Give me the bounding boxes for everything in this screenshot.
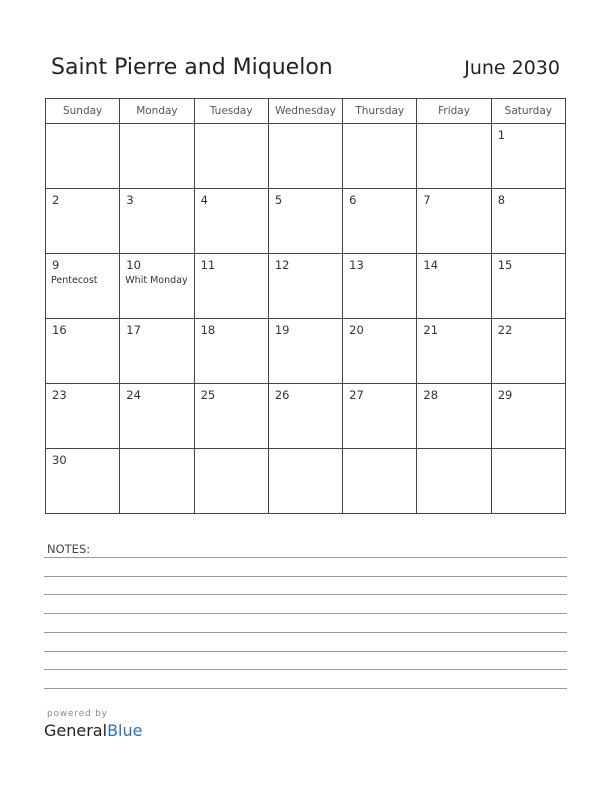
- day-cell: [194, 189, 268, 254]
- weekday-header: Sunday: [46, 99, 120, 124]
- notes-label: NOTES:: [47, 542, 91, 556]
- day-cell: [120, 319, 194, 384]
- day-number: 5: [274, 193, 283, 207]
- day-cell: [194, 384, 268, 449]
- note-line: [44, 632, 567, 633]
- day-cell: [417, 254, 491, 319]
- note-line: [44, 613, 567, 614]
- day-number: [195, 449, 268, 455]
- day-cell: [417, 384, 491, 449]
- day-cell: [46, 254, 120, 319]
- day-cell: [343, 449, 417, 514]
- day-cell: [120, 189, 194, 254]
- day-cell: [491, 189, 565, 254]
- day-number: 16: [52, 323, 67, 337]
- weekday-header: Wednesday: [268, 99, 342, 124]
- day-number: 23: [52, 388, 67, 402]
- day-number: 24: [126, 388, 141, 402]
- weekday-header-row: [46, 99, 566, 124]
- day-number: 10: [126, 258, 141, 272]
- weekday-header: Monday: [120, 99, 194, 124]
- week-row: [46, 319, 566, 384]
- day-cell: [343, 384, 417, 449]
- brand-general-text: General: [44, 721, 108, 740]
- day-cell: [120, 124, 194, 189]
- day-cell: [417, 449, 491, 514]
- day-cell: [268, 319, 342, 384]
- day-number: 2: [52, 193, 60, 207]
- note-line: [44, 594, 567, 595]
- day-number: [417, 124, 490, 130]
- day-cell: [343, 319, 417, 384]
- week-row: [46, 124, 566, 189]
- week-row: [46, 449, 566, 514]
- day-cell: [417, 124, 491, 189]
- day-number: 21: [423, 323, 439, 337]
- day-number: [343, 124, 416, 130]
- day-cell: [46, 124, 120, 189]
- weekday-header: Saturday: [491, 99, 565, 124]
- powered-by-text: powered by: [47, 709, 108, 719]
- weekday-header: Friday: [417, 99, 491, 124]
- weekday-header: Tuesday: [194, 99, 268, 124]
- day-number: 28: [423, 388, 439, 402]
- day-cell: [194, 124, 268, 189]
- day-number: 12: [274, 258, 290, 272]
- calendar-country-title: Saint Pierre and Miquelon: [51, 55, 333, 80]
- day-cell: [343, 189, 417, 254]
- day-cell: [194, 254, 268, 319]
- day-cell: [268, 449, 342, 514]
- holiday-label-whit-monday: Whit Monday: [125, 274, 188, 286]
- day-number: 17: [126, 323, 141, 337]
- day-cell: [268, 124, 342, 189]
- day-cell: [120, 449, 194, 514]
- day-number: 6: [349, 193, 357, 207]
- day-number: 8: [497, 193, 506, 207]
- day-cell: [46, 319, 120, 384]
- day-number: 7: [423, 193, 431, 207]
- day-cell: [491, 449, 565, 514]
- day-number: 20: [349, 323, 364, 337]
- day-number: 19: [274, 323, 290, 337]
- day-number: [46, 124, 119, 130]
- note-line: [44, 576, 567, 577]
- day-number: [269, 124, 342, 130]
- note-line: [44, 557, 567, 558]
- day-number: 15: [497, 258, 513, 272]
- day-cell: [120, 384, 194, 449]
- day-cell: [194, 319, 268, 384]
- day-cell: [268, 384, 342, 449]
- day-number: [195, 124, 268, 130]
- day-cell: [46, 189, 120, 254]
- calendar-month-year: June 2030: [464, 57, 560, 79]
- day-cell: [417, 319, 491, 384]
- week-row: [46, 189, 566, 254]
- day-cell: [491, 124, 565, 189]
- day-cell: [268, 254, 342, 319]
- day-number: 14: [423, 258, 439, 272]
- note-line: [44, 651, 567, 652]
- brand-logo: [44, 721, 142, 740]
- week-row: [46, 254, 566, 319]
- day-number: 26: [274, 388, 290, 402]
- day-number: 11: [200, 258, 216, 272]
- day-number: 30: [52, 453, 67, 467]
- holiday-label-pentecost: Pentecost: [51, 274, 98, 286]
- week-row: [46, 384, 566, 449]
- day-number: 3: [126, 193, 134, 207]
- day-number: 18: [200, 323, 216, 337]
- note-line: [44, 688, 567, 689]
- day-number: [492, 449, 565, 455]
- note-line: [44, 669, 567, 670]
- day-cell: [491, 254, 565, 319]
- day-cell: [491, 319, 565, 384]
- day-number: [343, 449, 416, 455]
- day-number: [120, 449, 193, 455]
- day-cell: [417, 189, 491, 254]
- day-cell: [46, 449, 120, 514]
- day-number: 27: [349, 388, 364, 402]
- day-number: [417, 449, 490, 455]
- day-number: 22: [497, 323, 513, 337]
- day-cell: [194, 449, 268, 514]
- day-number: 29: [497, 388, 513, 402]
- calendar-grid: [45, 98, 566, 514]
- day-number: [120, 124, 193, 130]
- day-number: 9: [52, 258, 60, 272]
- weekday-header: Thursday: [343, 99, 417, 124]
- day-number: 4: [200, 193, 208, 207]
- day-cell: [343, 124, 417, 189]
- day-number: [269, 449, 342, 455]
- day-cell: [46, 384, 120, 449]
- day-number: 1: [497, 128, 506, 142]
- day-cell: [120, 254, 194, 319]
- day-number: 13: [349, 258, 364, 272]
- day-cell: [343, 254, 417, 319]
- day-cell: [491, 384, 565, 449]
- day-number: 25: [200, 388, 216, 402]
- day-cell: [268, 189, 342, 254]
- brand-blue-text: Blue: [107, 721, 143, 740]
